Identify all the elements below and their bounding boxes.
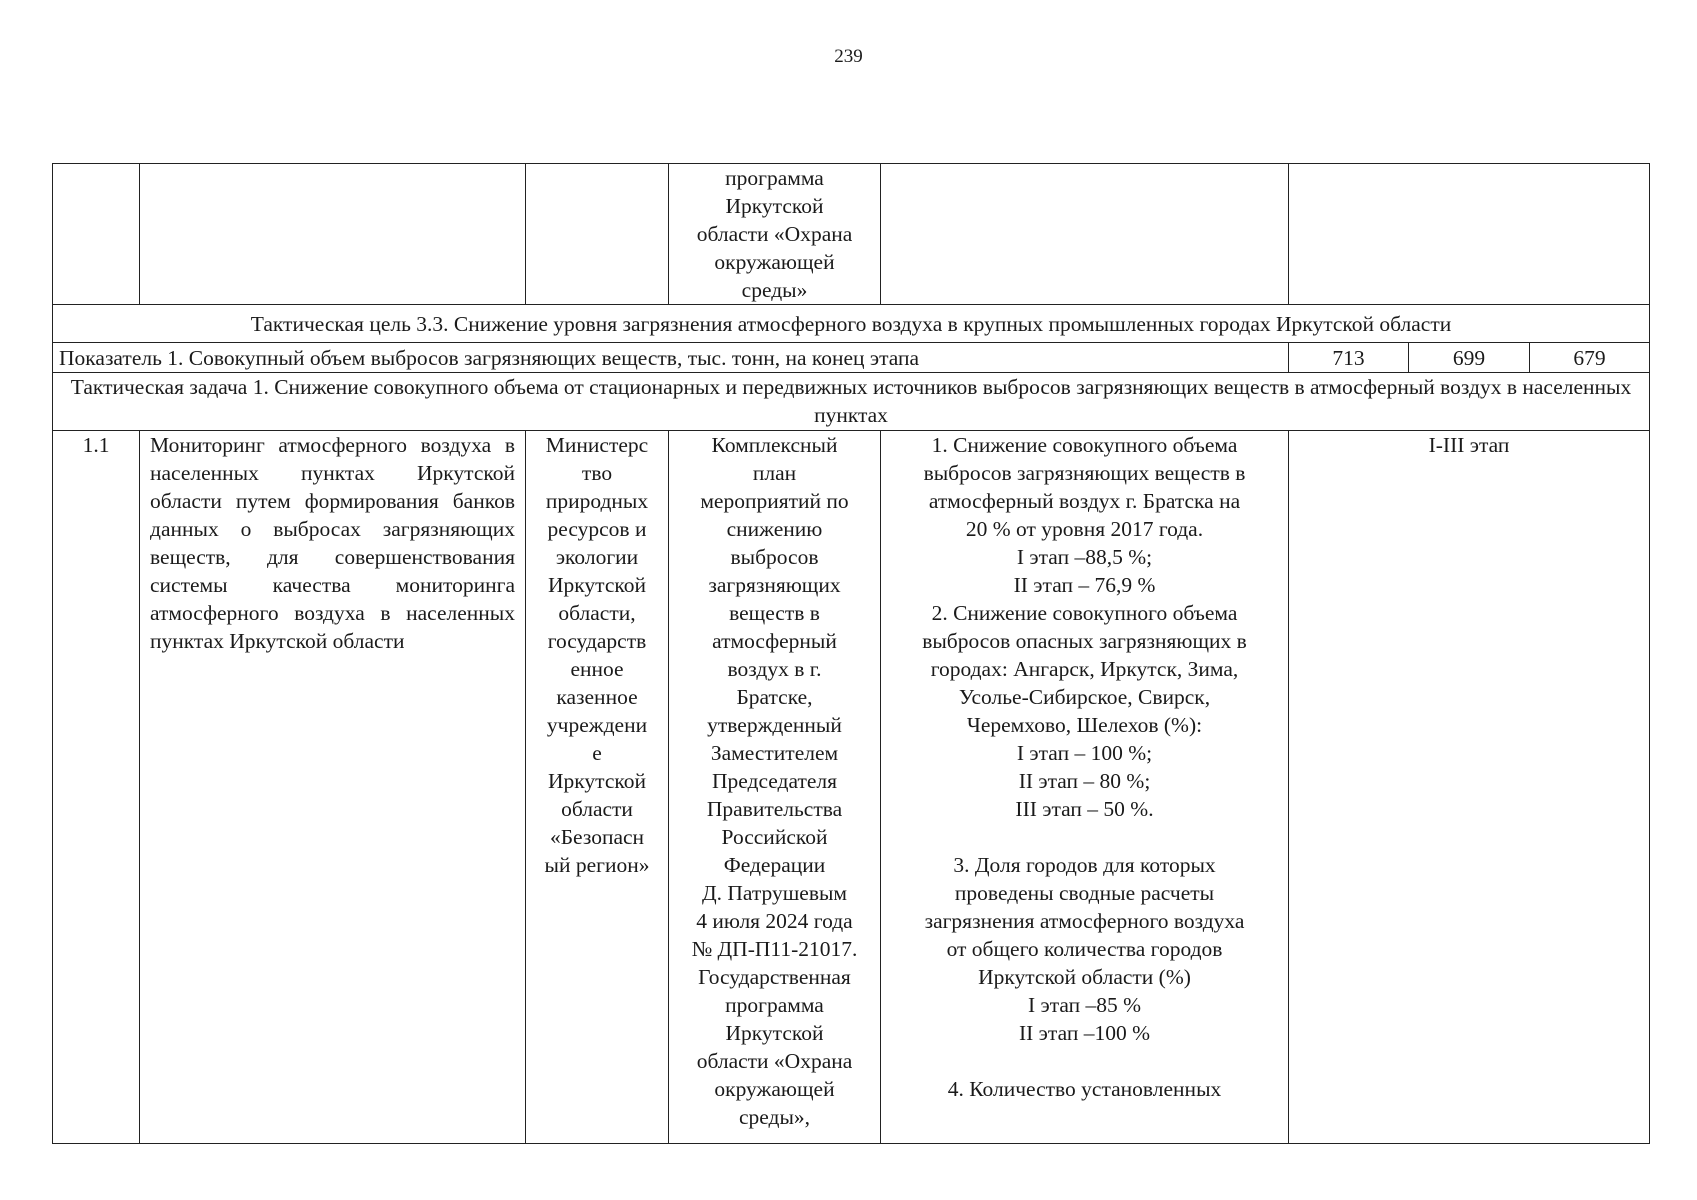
executor-line: е (592, 741, 602, 765)
result-item (887, 851, 1282, 1047)
executor-line: Иркутской (548, 769, 646, 793)
result-item (887, 431, 1282, 599)
cont-basis-lines (672, 164, 877, 304)
executor-line: казенное (556, 685, 638, 709)
basis-line: Братске, (736, 685, 813, 709)
measure-number: 1.1 (53, 431, 140, 1144)
measure-executor (526, 431, 669, 1144)
result-line: Усолье-Сибирское, Свирск, (958, 685, 1211, 709)
cont-cell-executor (526, 164, 669, 305)
result-line: от общего количества городов (946, 937, 1223, 961)
basis-line: 4 июля 2024 года (696, 909, 853, 933)
basis-line: Правительства (706, 797, 843, 821)
executor-line: экологии (555, 545, 639, 569)
tactical-task: Тактическая задача 1. Снижение совокупного объема от стационарных и передвижных источников выбросов загрязняющих веществ в атмосферный воздух в населенных пунктах (53, 373, 1650, 431)
executor-line: государств (547, 629, 647, 653)
basis-line: среды», (738, 1105, 811, 1129)
result-line: выбросов загрязняющих веществ в (923, 461, 1246, 485)
results-spacer (887, 823, 1282, 851)
executor-line: енное (570, 657, 624, 681)
result-line: II этап – 76,9 % (1013, 573, 1156, 597)
indicator-row (53, 343, 1650, 373)
cont-basis-line: Иркутской (725, 194, 824, 218)
cont-cell-period (1289, 164, 1650, 305)
result-line: 20 % от уровня 2017 года. (965, 517, 1204, 541)
basis-line: № ДП-П11-21017. (691, 937, 858, 961)
executor-line: области, (558, 601, 636, 625)
basis-line: программа (725, 993, 824, 1017)
result-line: 1. Снижение совокупного объема (931, 433, 1238, 457)
result-line: атмосферный воздух г. Братска на (928, 489, 1241, 513)
result-line: 2. Снижение совокупного объема (931, 601, 1238, 625)
basis-line: Председателя (711, 769, 838, 793)
result-line: I этап –85 % (1027, 993, 1142, 1017)
measures-table (52, 163, 1650, 1144)
basis-line: снижению (726, 517, 823, 541)
executor-line: области (561, 797, 633, 821)
basis-line: Государственная (698, 965, 851, 989)
basis-line: окружающей (714, 1077, 835, 1101)
indicator-label: Показатель 1. Совокупный объем выбросов загрязняющих веществ, тыс. тонн, на конец этапа (53, 343, 1289, 373)
basis-line: атмосферный (712, 629, 837, 653)
continuation-row (53, 164, 1650, 305)
result-line: выбросов опасных загрязняющих в (922, 629, 1247, 653)
cont-cell-number (53, 164, 140, 305)
basis-line: утвержденный (707, 713, 842, 737)
basis-line: Федерации (723, 853, 826, 877)
cont-cell-basis (669, 164, 881, 305)
tactical-goal: Тактическая цель 3.3. Снижение уровня загрязнения атмосферного воздуха в крупных промышленных городах Иркутской области (53, 305, 1650, 343)
page-number: 239 (834, 46, 863, 67)
basis-line: Заместителем (710, 741, 839, 765)
executor-line: тво (581, 461, 613, 485)
measure-basis (669, 431, 881, 1144)
cont-basis-line: окружающей (714, 250, 835, 274)
result-item (887, 599, 1282, 823)
result-line: проведены сводные расчеты (954, 881, 1215, 905)
results-block (887, 431, 1282, 1103)
tactical-task-row (53, 373, 1650, 431)
cont-basis-line: среды» (741, 278, 808, 302)
result-line: городах: Ангарск, Иркутск, Зима, (930, 657, 1239, 681)
executor-line: «Безопасн (549, 825, 645, 849)
executor-line: ресурсов и (547, 517, 647, 541)
result-line: I этап – 100 %; (1016, 741, 1153, 765)
results-spacer (887, 1047, 1282, 1075)
result-line: II этап –100 % (1018, 1021, 1150, 1045)
measure-row (53, 431, 1650, 1144)
indicator-value-stage-1: 713 (1289, 343, 1409, 373)
indicator-value-stage-2: 699 (1409, 343, 1530, 373)
result-line: 3. Доля городов для которых (953, 853, 1216, 877)
basis-line: Иркутской (725, 1021, 824, 1045)
cont-cell-measure (140, 164, 526, 305)
measure-results (881, 431, 1289, 1144)
executor-line: учреждени (546, 713, 648, 737)
indicator-value-stage-3: 679 (1530, 343, 1650, 373)
cont-basis-line: области «Охрана (696, 222, 853, 246)
basis-lines (672, 431, 877, 1131)
result-item (887, 1075, 1282, 1103)
result-line: 4. Количество установленных (947, 1077, 1222, 1101)
cont-cell-results (881, 164, 1289, 305)
basis-line: области «Охрана (696, 1049, 853, 1073)
basis-line: загрязняющих (708, 573, 841, 597)
basis-line: выбросов (730, 545, 819, 569)
result-line: Иркутской области (%) (978, 965, 1191, 989)
result-line: II этап – 80 %; (1018, 769, 1151, 793)
basis-line: план (752, 461, 797, 485)
executor-line: природных (545, 489, 649, 513)
executor-lines (529, 431, 665, 879)
executor-line: ый регион» (544, 853, 650, 877)
result-line: загрязнения атмосферного воздуха (924, 909, 1245, 933)
measure-description: Мониторинг атмосферного воздуха в населенных пунктах Иркутской области путем формирования банков данных о выбросах загрязняющих веществ, для совершенствования системы качества мониторинга атмосферного воздуха в населенных пунктах Иркутской области (140, 431, 526, 1144)
basis-line: мероприятий по (700, 489, 849, 513)
executor-line: Иркутской (548, 573, 646, 597)
basis-line: веществ в (729, 601, 820, 625)
executor-line: Министерс (545, 433, 649, 457)
cont-basis-line: программа (725, 166, 824, 190)
basis-line: Российской (721, 825, 828, 849)
basis-line: Д. Патрушевым (701, 881, 848, 905)
basis-line: Комплексный (711, 433, 838, 457)
measure-period: I-III этап (1289, 431, 1650, 1144)
result-line: Черемхово, Шелехов (%): (966, 713, 1203, 737)
tactical-goal-row (53, 305, 1650, 343)
result-line: III этап – 50 %. (1015, 797, 1154, 821)
result-line: I этап –88,5 %; (1016, 545, 1153, 569)
basis-line: воздух в г. (727, 657, 822, 681)
